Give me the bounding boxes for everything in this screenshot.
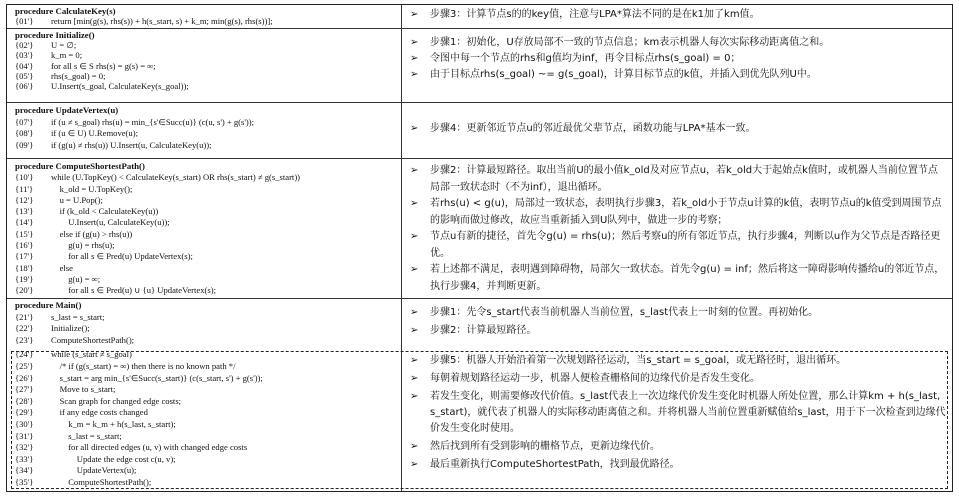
code-line [15, 285, 397, 296]
line-number: {01'} [15, 16, 34, 27]
code-text: if (u ∈ U) U.Remove(u); [51, 128, 138, 138]
line-number: {25'} [15, 360, 34, 371]
arrow-bullet-icon: ➢ [410, 441, 419, 452]
code-text: for all directed edges (u, v) with changed edge costs [51, 442, 248, 453]
code-text: k_old = U.TopKey(); [51, 183, 133, 194]
code-text: g(u) = ∞; [51, 273, 101, 284]
code-text: u = U.Pop(); [51, 194, 103, 205]
code-line [15, 81, 397, 91]
explanation-bullet: ➢ 步骤3：计算节点s的的key值，注意与LPA*算法不同的是在k1加了km值。 [410, 7, 946, 23]
line-number: {30'} [15, 418, 34, 429]
code-line [15, 229, 397, 240]
code-text: s_last = s_start; [51, 430, 122, 441]
code-line [15, 312, 397, 324]
arrow-bullet-icon: ➢ [410, 123, 419, 134]
code-text: Initialize(); [51, 323, 90, 334]
code-line [15, 240, 397, 251]
arrow-bullet-icon: ➢ [410, 69, 419, 80]
code-line [15, 384, 397, 396]
code-column [7, 29, 402, 102]
code-text: rhs(s_goal) = 0; [51, 70, 106, 81]
code-line [15, 195, 397, 206]
explanation-column [402, 159, 952, 298]
code-line [15, 172, 397, 183]
code-text: else if (g(u) > rhs(u)) [51, 228, 133, 239]
explanation-bullet: ➢ 步骤1：先令s_start代表当前机器人当前位置，s_last代表上一时刻的位置。再初始化。 [410, 305, 946, 321]
procedure-heading: procedure Initialize() [15, 30, 95, 40]
code-line [15, 128, 397, 140]
code-text: ComputeShortestPath(); [51, 334, 135, 345]
line-number: {33'} [15, 453, 34, 464]
code-line [15, 217, 397, 228]
line-number: {08'} [15, 128, 34, 138]
line-number: {04'} [15, 60, 34, 71]
line-number: {17'} [15, 251, 34, 262]
line-number: {24'} [15, 349, 34, 360]
code-line [15, 373, 397, 385]
code-text: k_m = 0; [51, 50, 83, 61]
explanation-bullet: ➢ 若上述都不满足，表明遇到障碍物，局部欠一致状态。首先令g(u) = inf；然后将这一障碍影响传播给u的邻近节点，执行步骤4，并判断更新。 [410, 264, 945, 292]
code-text: UpdateVertex(u); [51, 465, 137, 476]
explanation-bullet: ➢ 步骤5：机器人开始沿着第一次规划路径运动，当s_start = s_goal，或无路径时，退出循环。 [410, 353, 946, 369]
code-text: U = ∅; [51, 40, 77, 51]
code-line [15, 396, 397, 408]
line-number: {07'} [15, 116, 34, 127]
arrow-bullet-icon: ➢ [410, 231, 419, 242]
code-line [15, 431, 397, 443]
line-number: {29'} [15, 407, 34, 418]
procedure-heading: procedure UpdateVertex(u) [15, 105, 119, 115]
code-text: return [min(g(s), rhs(s)) + h(s_start, s) + k_m; min(g(s), rhs(s))]; [51, 16, 273, 27]
line-number: {34'} [15, 465, 34, 476]
line-number: {14'} [15, 217, 34, 228]
procedure-heading: procedure ComputeShortestPath() [15, 161, 145, 171]
code-line [15, 349, 397, 361]
code-text: ComputeShortestPath(); [51, 476, 152, 487]
line-number: {35'} [15, 476, 34, 487]
explanation-bullet: ➢ 步骤1：初始化，U存放局部不一致的节点信息；km表示机器人每次实际移动距离值之和。 [410, 35, 946, 51]
explanation-bullet: ➢ 最后重新执行ComputeShortestPath，找到最优路径。 [410, 457, 946, 473]
line-number: {26'} [15, 372, 34, 383]
code-column [7, 159, 402, 298]
code-line [15, 454, 397, 466]
line-number: {31'} [15, 430, 34, 441]
line-number: {09'} [15, 139, 34, 150]
code-line [15, 407, 397, 419]
code-column [7, 5, 402, 28]
arrow-bullet-icon: ➢ [410, 9, 419, 20]
code-text: Scan graph for changed edge costs; [51, 395, 182, 406]
section-main [7, 299, 952, 491]
code-line [15, 274, 397, 285]
line-number: {22'} [15, 323, 34, 334]
code-line [15, 465, 397, 477]
explanation-column [402, 103, 952, 158]
explanation-bullet: ➢ 若发生变化，则需要修改代价值。s_last代表上一次边缘代价发生变化时机器人所处位置，那么计算km + h(s_last, s_start)，就代表了机器人的实际移动距离值之和。并将机器人当前位置重新赋值给s_last，用于下一次检查到边缘代价发生变化时使用。 [410, 391, 946, 434]
code-text: g(u) = rhs(u); [51, 240, 115, 251]
line-number: {27'} [15, 384, 34, 395]
explanation-bullet: ➢ 步骤4：更新邻近节点u的邻近最优父辈节点，函数功能与LPA*基本一致。 [410, 121, 946, 137]
section-initialize [7, 29, 952, 103]
code-line [15, 263, 397, 274]
section-compute-shortest-path [7, 159, 952, 299]
code-line [15, 71, 397, 81]
code-text: while (s_start ≠ s_goal) [51, 349, 132, 360]
line-number: {15'} [15, 228, 34, 239]
code-line [15, 361, 397, 373]
code-text: k_m = k_m + h(s_last, s_start); [51, 418, 176, 429]
line-number: {13'} [15, 206, 34, 217]
code-text: U.Insert(u, CalculateKey(u)); [51, 217, 170, 228]
code-text: Update the edge cost c(u, v); [51, 453, 176, 464]
explanation-bullet: ➢ 节点u有新的捷径，首先令g(u) = rhs(u)；然后考察u的所有邻近节点，执行步骤4，判断以u作为父节点是否路径更优。 [410, 231, 941, 259]
line-number: {19'} [15, 273, 34, 284]
arrow-bullet-icon: ➢ [410, 37, 419, 48]
code-line [15, 16, 397, 26]
code-line [15, 40, 397, 50]
code-line [15, 140, 397, 152]
line-number: {10'} [15, 172, 34, 183]
line-number: {20'} [15, 285, 34, 296]
code-text: /* if (g(s_start) = ∞) then there is no known path */ [51, 360, 236, 371]
arrow-bullet-icon: ➢ [410, 355, 419, 366]
explanation-column [402, 5, 952, 28]
code-column [7, 103, 402, 158]
code-text: if (g(u) ≠ rhs(u)) U.Insert(u, CalculateKey(u)); [51, 139, 212, 150]
code-text: for all s ∈ Pred(u) ∪ {u} UpdateVertex(s); [51, 285, 216, 296]
line-number: {05'} [15, 70, 34, 81]
code-text: for all s ∈ Pred(u) UpdateVertex(s); [51, 251, 193, 262]
arrow-bullet-icon: ➢ [410, 325, 419, 336]
code-line [15, 117, 397, 129]
explanation-bullet: ➢ 令图中每一个节点的rhs和g值均为inf，再令目标点rhs(s_goal) = 0； [410, 51, 946, 67]
line-number: {32'} [15, 442, 34, 453]
code-text: if (k_old < CalculateKey(u)) [51, 206, 159, 217]
code-text: Move to s_start; [51, 384, 116, 395]
code-text: U.Insert(s_goal, CalculateKey(s_goal)); [51, 81, 189, 92]
arrow-bullet-icon: ➢ [410, 53, 419, 64]
code-line [15, 61, 397, 71]
algorithm-table [6, 4, 953, 492]
line-number: {02'} [15, 40, 34, 51]
code-line [15, 335, 397, 347]
arrow-bullet-icon: ➢ [410, 391, 419, 402]
line-number: {23'} [15, 334, 34, 345]
code-text: s_start = arg min_{s'∈Succ(s_start)} (c(s_start, s') + g(s')); [51, 372, 263, 383]
code-text: if (u ≠ s_goal) rhs(u) = min_{s'∈Succ(u)} (c(u, s') + g(s')); [51, 116, 255, 127]
explanation-bullet: ➢ 每朝着规划路径运动一步，机器人便检查栅格间的边缘代价是否发生变化。 [410, 371, 946, 387]
line-number: {21'} [15, 311, 34, 322]
code-text: if any edge costs changed [51, 407, 148, 418]
code-text: s_last = s_start; [51, 311, 105, 322]
procedure-heading: procedure CalculateKey(s) [15, 6, 116, 16]
line-number: {06'} [15, 81, 34, 92]
line-number: {11'} [15, 183, 34, 194]
code-line [15, 251, 397, 262]
procedure-heading: procedure Main() [15, 300, 82, 310]
code-column [7, 299, 402, 491]
section-update-vertex [7, 103, 952, 159]
explanation-bullet: ➢ 然后找到所有受到影响的栅格节点，更新边缘代价。 [410, 439, 946, 455]
code-line [15, 477, 397, 489]
code-line [15, 50, 397, 60]
explanation-bullet: ➢ 若rhs(u) < g(u)，局部过一致状态，表明执行步骤3，若k_old小于节点u计算的k值，表明节点u的k值受到周围节点的影响而做过修改，故应当重新插入到U队列中，做进一步的考察； [410, 198, 942, 226]
arrow-bullet-icon: ➢ [410, 198, 419, 209]
line-number: {28'} [15, 395, 34, 406]
explanation-bullet: ➢ 步骤2：计算最短路径。 [410, 323, 946, 339]
code-line [15, 323, 397, 335]
code-line [15, 419, 397, 431]
code-line [15, 442, 397, 454]
arrow-bullet-icon: ➢ [410, 307, 419, 318]
line-number: {12'} [15, 194, 34, 205]
line-number: {16'} [15, 240, 34, 251]
code-line [15, 206, 397, 217]
explanation-bullet: ➢ 步骤2：计算最短路径。取出当前U的最小值k_old及对应节点u，若k_old大于起始点k值时，或机器人当前位置节点局部一致状态时（不为inf），退出循环。 [410, 165, 938, 193]
arrow-bullet-icon: ➢ [410, 459, 419, 470]
code-text: while (U.TopKey() < CalculateKey(s_start) OR rhs(s_start) ≠ g(s_start)) [51, 172, 301, 183]
explanation-bullet: ➢ 由于目标点rhs(s_goal) ~= g(s_goal)，计算目标节点的k值，并插入到优先队列U中。 [410, 67, 946, 83]
explanation-column [402, 29, 952, 102]
explanation-column [402, 299, 952, 491]
line-number: {18'} [15, 262, 34, 273]
code-text: else [51, 262, 73, 273]
line-number: {03'} [15, 50, 34, 61]
code-text: for all s ∈ S rhs(s) = g(s) = ∞; [51, 60, 156, 71]
section-calculate-key [7, 5, 952, 29]
arrow-bullet-icon: ➢ [410, 373, 419, 384]
arrow-bullet-icon: ➢ [410, 165, 419, 176]
arrow-bullet-icon: ➢ [410, 264, 419, 275]
code-line [15, 184, 397, 195]
